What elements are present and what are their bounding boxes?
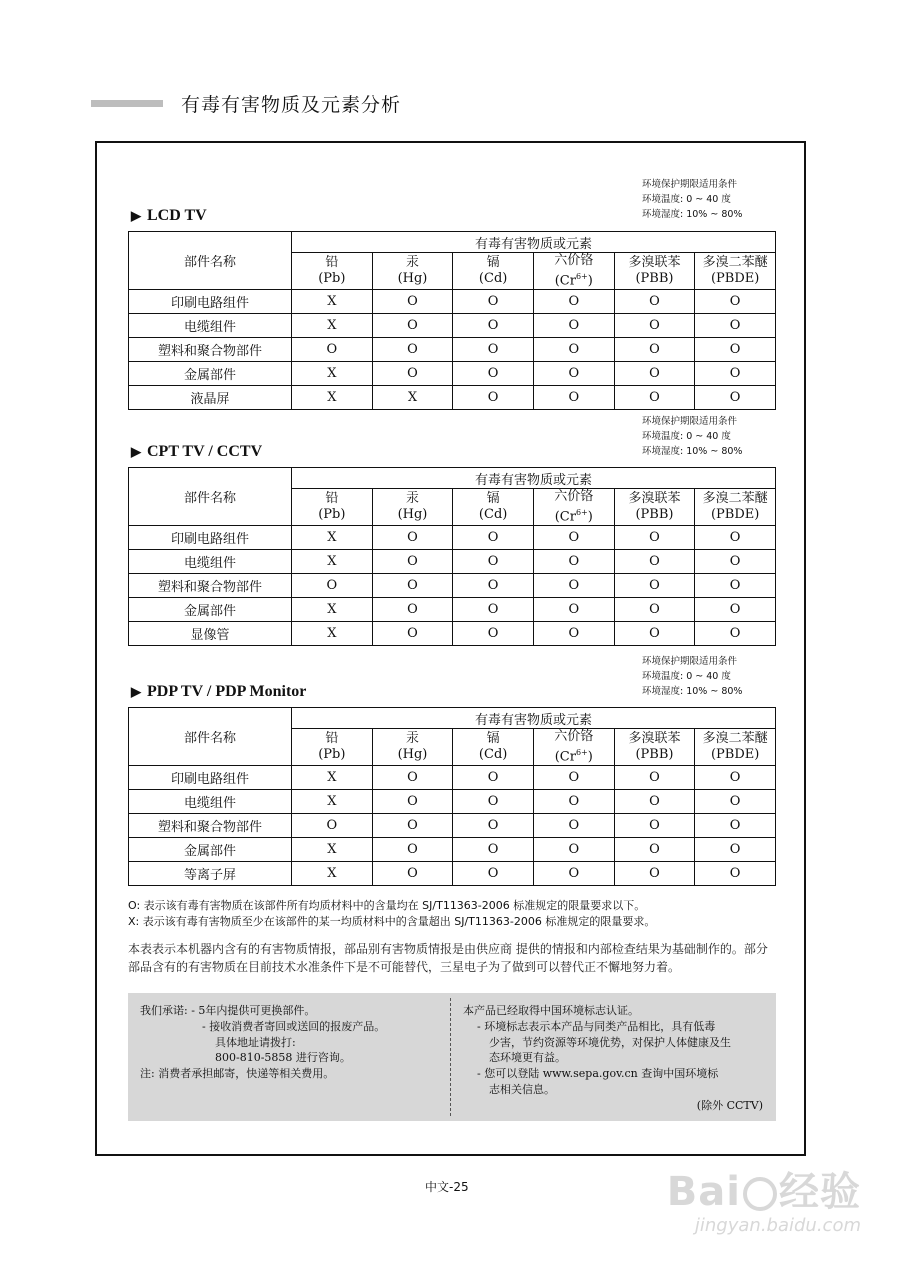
rohs-table: [128, 467, 776, 646]
value-cell: O: [372, 622, 453, 646]
substance-header: [695, 489, 776, 526]
part-name-header: 部件名称: [129, 232, 292, 290]
value-cell: O: [614, 862, 695, 886]
value-cell: O: [614, 622, 695, 646]
value-cell: O: [533, 386, 614, 410]
commitment-left: [140, 1003, 385, 1082]
table-row: [129, 338, 776, 362]
value-cell: O: [453, 838, 534, 862]
value-cell: O: [533, 862, 614, 886]
value-cell: O: [695, 622, 776, 646]
table-row: [129, 526, 776, 550]
value-cell: O: [614, 338, 695, 362]
value-cell: O: [292, 338, 373, 362]
value-cell: O: [614, 790, 695, 814]
triangle-bullet-icon: ▶: [131, 444, 141, 459]
value-cell: O: [453, 550, 534, 574]
commitment-line: 我们承诺: - 5年内提供可更换部件。: [140, 1004, 316, 1017]
header-row: [129, 468, 776, 489]
certification-line: 态环境更有益。: [489, 1051, 566, 1065]
value-cell: O: [614, 574, 695, 598]
conditions-title: 环境保护期限适用条件: [642, 416, 738, 427]
value-cell: O: [614, 526, 695, 550]
rohs-table: [128, 231, 776, 410]
watermark-logo-text-b: 经验: [779, 1169, 861, 1215]
substance-name: 铅: [325, 491, 339, 507]
value-cell: O: [453, 526, 534, 550]
table-row: [129, 598, 776, 622]
watermark-logo: [667, 1160, 861, 1217]
substance-group-header: 有毒有害物质或元素: [292, 468, 776, 489]
value-cell: X: [292, 838, 373, 862]
part-name-cell: 等离子屏: [129, 862, 292, 886]
section-title-cpt: [131, 443, 262, 461]
substance-formula: (Cd): [478, 747, 508, 763]
substance-formula: (PBDE): [710, 747, 760, 763]
part-name-cell: 电缆组件: [129, 550, 292, 574]
certification-link-line: - 您可以登陆 www.sepa.gov.cn 查询中国环境标: [477, 1067, 719, 1081]
value-cell: O: [695, 814, 776, 838]
note-o: O: 表示该有毒有害物质在该部件所有均质材料中的含量均在 SJ/T11363-2006 标准规定的限量要求以下。: [128, 899, 646, 912]
value-cell: O: [614, 362, 695, 386]
value-cell: O: [453, 362, 534, 386]
table-row: [129, 290, 776, 314]
part-name-cell: 金属部件: [129, 598, 292, 622]
value-cell: X: [292, 526, 373, 550]
value-cell: O: [372, 526, 453, 550]
certification-line: 少害，节约资源等环境优势，对保护人体健康及生: [489, 1035, 731, 1049]
part-name-header: 部件名称: [129, 708, 292, 766]
value-cell: O: [453, 814, 534, 838]
part-name-cell: 印刷电路组件: [129, 290, 292, 314]
value-cell: O: [372, 338, 453, 362]
value-cell: O: [292, 814, 373, 838]
part-name-cell: 印刷电路组件: [129, 766, 292, 790]
page-title: 有毒有害物质及元素分析: [181, 94, 402, 116]
part-name-cell: 电缆组件: [129, 314, 292, 338]
value-cell: O: [614, 766, 695, 790]
value-cell: X: [292, 622, 373, 646]
value-cell: O: [533, 814, 614, 838]
part-name-cell: 电缆组件: [129, 790, 292, 814]
substance-formula: (Cd): [478, 507, 508, 523]
substance-name: 镉: [486, 491, 500, 507]
substance-name: 汞: [405, 491, 419, 507]
value-cell: O: [695, 598, 776, 622]
value-cell: O: [453, 314, 534, 338]
substance-formula: (Pb): [318, 507, 346, 523]
conditions-block-3: [642, 654, 742, 699]
commitment-line: - 接收消费者寄回或送回的报废产品。: [202, 1019, 386, 1033]
certification-exception: (除外 CCTV): [696, 1098, 763, 1112]
value-cell: O: [533, 290, 614, 314]
value-cell: O: [292, 574, 373, 598]
substance-group-header: 有毒有害物质或元素: [292, 708, 776, 729]
substance-name: 六价铬: [554, 253, 594, 268]
certification-line: 本产品已经取得中国环境标志认证。: [463, 1004, 639, 1017]
table-row: [129, 386, 776, 410]
part-name-header: 部件名称: [129, 468, 292, 526]
value-cell: O: [533, 526, 614, 550]
substance-formula: (Pb): [318, 271, 346, 287]
value-cell: O: [372, 814, 453, 838]
substance-header: [614, 253, 695, 290]
value-cell: O: [533, 790, 614, 814]
substance-header: [372, 489, 453, 526]
header-row: [129, 232, 776, 253]
value-cell: O: [453, 338, 534, 362]
value-cell: O: [533, 574, 614, 598]
substance-header: [695, 729, 776, 766]
part-name-cell: 塑料和聚合物部件: [129, 574, 292, 598]
part-name-cell: 液晶屏: [129, 386, 292, 410]
conditions-humidity: 环境湿度: 10% ~ 80%: [642, 209, 743, 220]
table-row: [129, 574, 776, 598]
value-cell: O: [695, 362, 776, 386]
value-cell: O: [695, 550, 776, 574]
conditions-block-1: [642, 177, 742, 222]
value-cell: O: [614, 598, 695, 622]
substance-header: [533, 729, 614, 766]
section-title-lcd: [131, 207, 207, 225]
substance-formula: (PBB): [635, 271, 674, 287]
part-name-cell: 塑料和聚合物部件: [129, 338, 292, 362]
substance-name: 汞: [405, 255, 419, 271]
watermark-logo-text-a: Bai: [666, 1169, 741, 1215]
value-cell: O: [614, 550, 695, 574]
substance-name: 多溴二苯醚: [702, 731, 768, 747]
substance-formula: (Hg): [397, 747, 428, 763]
part-name-cell: 印刷电路组件: [129, 526, 292, 550]
substance-formula: (PBB): [635, 507, 674, 523]
value-cell: O: [614, 290, 695, 314]
value-cell: O: [453, 790, 534, 814]
value-cell: O: [614, 814, 695, 838]
value-cell: O: [453, 574, 534, 598]
value-cell: X: [292, 290, 373, 314]
commitment-phone: 800-810-5858 进行咨询。: [215, 1051, 351, 1065]
rohs-table-body: [129, 708, 776, 886]
value-cell: O: [533, 622, 614, 646]
part-name-cell: 金属部件: [129, 362, 292, 386]
value-cell: O: [372, 838, 453, 862]
triangle-bullet-icon: ▶: [131, 684, 141, 699]
part-name-cell: 显像管: [129, 622, 292, 646]
value-cell: O: [372, 862, 453, 886]
section-title-pdp: [131, 683, 306, 701]
value-cell: X: [372, 386, 453, 410]
table-row: [129, 790, 776, 814]
table-row: [129, 550, 776, 574]
substance-header: [533, 253, 614, 290]
substance-formula: (PBB): [635, 747, 674, 763]
section-title-text: LCD TV: [147, 207, 207, 224]
page-number: 中文-25: [425, 1180, 469, 1194]
box-divider: [450, 998, 451, 1116]
substance-name: 镉: [486, 731, 500, 747]
value-cell: O: [695, 790, 776, 814]
value-cell: O: [533, 838, 614, 862]
value-cell: X: [292, 862, 373, 886]
part-name-cell: 金属部件: [129, 838, 292, 862]
substance-group-header: 有毒有害物质或元素: [292, 232, 776, 253]
value-cell: O: [695, 338, 776, 362]
value-cell: O: [533, 362, 614, 386]
value-cell: O: [453, 862, 534, 886]
note-x: X: 表示该有毒有害物质至少在该部件的某一均质材料中的含量超出 SJ/T11363-2006 标准规定的限量要求。: [128, 915, 656, 928]
header-bar: [91, 100, 163, 107]
certification-line: - 环境标志表示本产品与同类产品相比，具有低毒: [477, 1019, 716, 1033]
value-cell: O: [533, 598, 614, 622]
substance-name: 铅: [325, 255, 339, 271]
part-name-cell: 塑料和聚合物部件: [129, 814, 292, 838]
value-cell: O: [533, 314, 614, 338]
value-cell: X: [292, 362, 373, 386]
value-cell: O: [453, 766, 534, 790]
table-row: [129, 766, 776, 790]
conditions-temperature: 环境温度: 0 ~ 40 度: [642, 194, 731, 205]
substance-header: [614, 489, 695, 526]
value-cell: O: [614, 386, 695, 410]
substance-name: 多溴联苯: [628, 255, 681, 271]
paw-icon: [743, 1177, 777, 1211]
value-cell: X: [292, 790, 373, 814]
substance-name: 多溴联苯: [628, 491, 681, 507]
rohs-table: [128, 707, 776, 886]
substance-name: 多溴二苯醚: [702, 491, 768, 507]
legend-notes: [128, 898, 655, 930]
table-row: [129, 814, 776, 838]
value-cell: O: [372, 290, 453, 314]
value-cell: O: [695, 838, 776, 862]
substance-formula: $(Cr^{6+})$: [554, 272, 593, 289]
certification-line: 志相关信息。: [489, 1082, 555, 1096]
substance-formula: (Cd): [478, 271, 508, 287]
substance-header: [292, 489, 373, 526]
substance-formula: (Hg): [397, 507, 428, 523]
value-cell: X: [292, 598, 373, 622]
substance-name: 汞: [405, 731, 419, 747]
conditions-title: 环境保护期限适用条件: [642, 179, 738, 190]
conditions-humidity: 环境湿度: 10% ~ 80%: [642, 686, 743, 697]
value-cell: O: [453, 290, 534, 314]
certification-right: [463, 1003, 763, 1114]
substance-name: 六价铬: [554, 489, 594, 504]
value-cell: O: [533, 766, 614, 790]
triangle-bullet-icon: ▶: [131, 208, 141, 223]
substance-name: 多溴联苯: [628, 731, 681, 747]
value-cell: O: [614, 314, 695, 338]
disclaimer-paragraph: 本表表示本机器内含有的有害物质情报，部品别有害物质情报是由供应商 提供的情报和内部检查结果为基础制作的。部分部品含有的有害物质在目前技术水准条件下是不可能替代，三星电子为了做到可以替代正不懈地努力着。: [128, 942, 768, 974]
value-cell: O: [533, 338, 614, 362]
commitment-line: 具体地址请拨打:: [215, 1035, 296, 1049]
rohs-table-body: [129, 468, 776, 646]
value-cell: O: [695, 574, 776, 598]
substance-header: [453, 489, 534, 526]
substance-formula: (Hg): [397, 271, 428, 287]
table-row: [129, 838, 776, 862]
value-cell: X: [292, 314, 373, 338]
substance-header: [292, 253, 373, 290]
substance-header: [614, 729, 695, 766]
value-cell: O: [372, 766, 453, 790]
substance-header: [453, 253, 534, 290]
substance-name: 六价铬: [554, 729, 594, 744]
value-cell: O: [453, 386, 534, 410]
value-cell: O: [372, 598, 453, 622]
conditions-block-2: [642, 414, 742, 459]
value-cell: X: [292, 386, 373, 410]
substance-header: [695, 253, 776, 290]
substance-formula: (PBDE): [710, 507, 760, 523]
commitment-line: 注: 消费者承担邮寄，快递等相关费用。: [140, 1067, 335, 1081]
conditions-temperature: 环境温度: 0 ~ 40 度: [642, 671, 731, 682]
conditions-temperature: 环境温度: 0 ~ 40 度: [642, 431, 731, 442]
section-title-text: PDP TV / PDP Monitor: [147, 683, 307, 700]
substance-name: 多溴二苯醚: [702, 255, 768, 271]
conditions-title: 环境保护期限适用条件: [642, 656, 738, 667]
substance-name: 铅: [325, 731, 339, 747]
value-cell: O: [372, 314, 453, 338]
value-cell: O: [695, 386, 776, 410]
value-cell: O: [533, 550, 614, 574]
value-cell: X: [292, 766, 373, 790]
value-cell: O: [453, 622, 534, 646]
value-cell: O: [695, 290, 776, 314]
rohs-table-body: [129, 232, 776, 410]
header-row: [129, 708, 776, 729]
substance-formula: (PBDE): [710, 271, 760, 287]
watermark-url: jingyan.baidu.com: [694, 1215, 861, 1236]
value-cell: O: [372, 574, 453, 598]
substance-header: [372, 729, 453, 766]
substance-formula: (Pb): [318, 747, 346, 763]
substance-formula: $(Cr^{6+})$: [554, 508, 593, 525]
value-cell: O: [695, 766, 776, 790]
value-cell: O: [372, 790, 453, 814]
value-cell: O: [372, 550, 453, 574]
substance-name: 镉: [486, 255, 500, 271]
table-row: [129, 362, 776, 386]
value-cell: O: [695, 314, 776, 338]
table-row: [129, 622, 776, 646]
value-cell: O: [614, 838, 695, 862]
substance-header: [533, 489, 614, 526]
section-title-text: CPT TV / CCTV: [147, 443, 263, 460]
substance-header: [453, 729, 534, 766]
table-row: [129, 314, 776, 338]
value-cell: O: [372, 362, 453, 386]
value-cell: O: [695, 526, 776, 550]
substance-formula: $(Cr^{6+})$: [554, 748, 593, 765]
value-cell: O: [695, 862, 776, 886]
watermark: [667, 1160, 861, 1236]
value-cell: X: [292, 550, 373, 574]
table-row: [129, 862, 776, 886]
conditions-humidity: 环境湿度: 10% ~ 80%: [642, 446, 743, 457]
substance-header: [292, 729, 373, 766]
value-cell: O: [453, 598, 534, 622]
substance-header: [372, 253, 453, 290]
